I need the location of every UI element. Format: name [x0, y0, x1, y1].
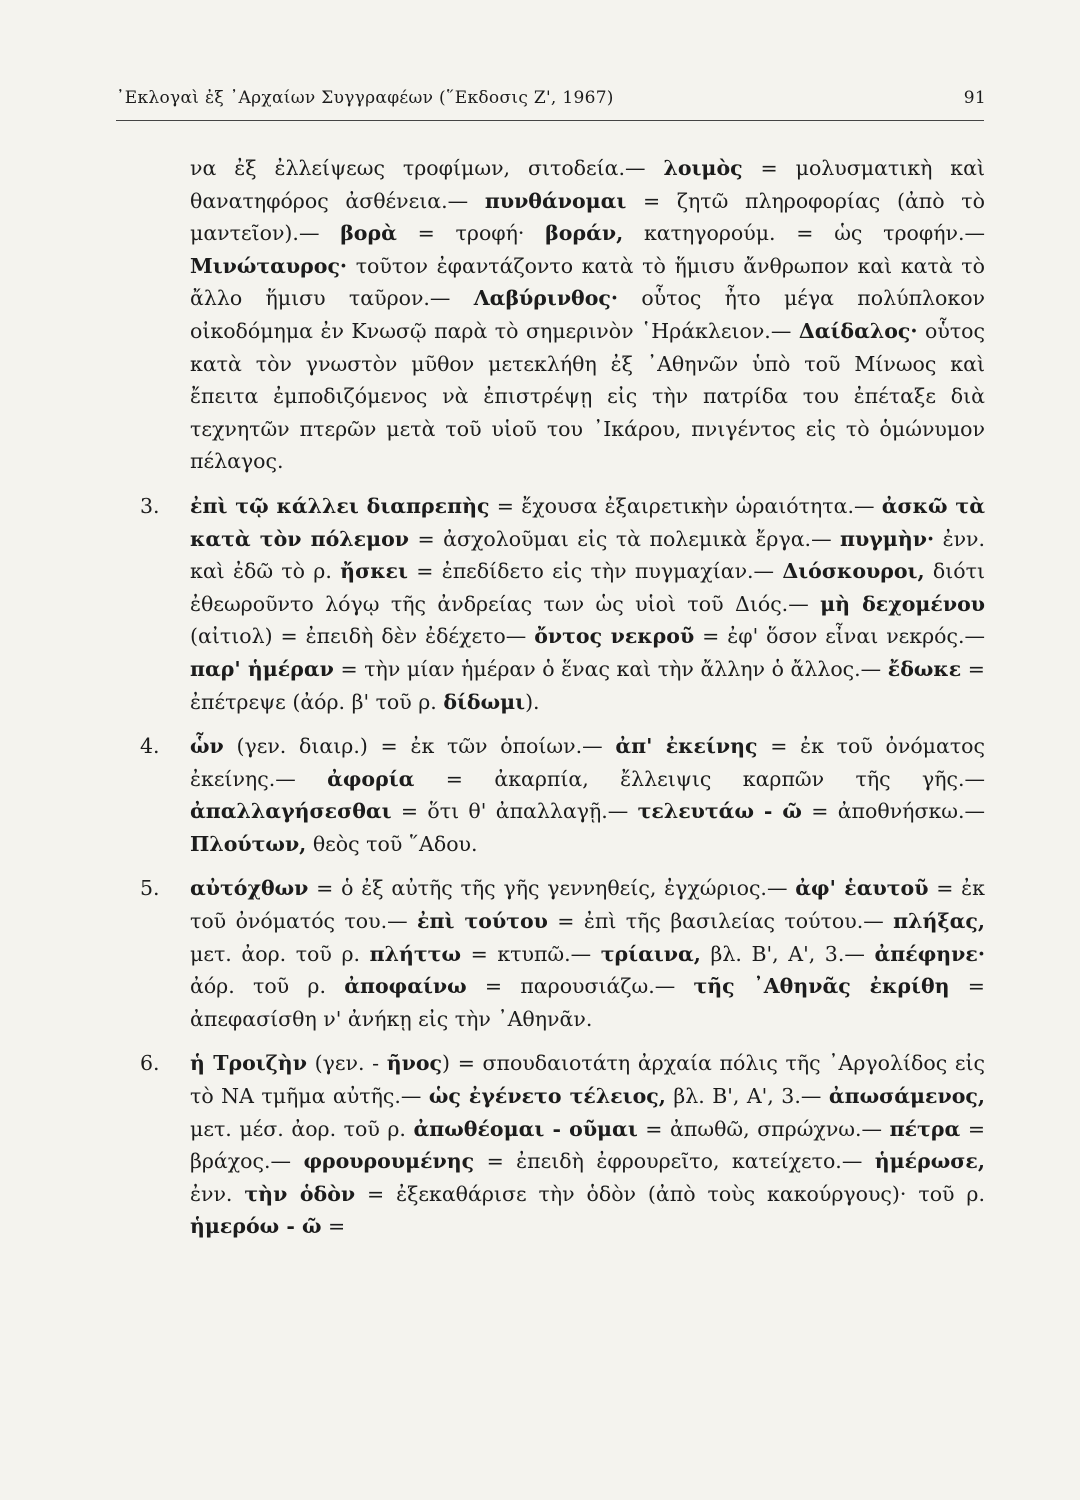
- header-title: ᾿Εκλογαὶ ἐξ ᾿Αρχαίων Συγγραφέων (῞Εκδοσις Ζ', 1967): [116, 88, 614, 108]
- entry-text: ὧν (γεν. διαιρ.) = ἐκ τῶν ὁποίων.— ἀπ' ἐκείνης = ἐκ τοῦ ὀνόματος ἐκείνης.— ἀφορία = ἀκαρπία, ἔλλειψις καρπῶν τῆς γῆς.— ἀπαλλαγήσεσθαι = ὅτι θ' ἀπαλλαγῇ.— τελευτάω - ῶ = ἀποθνήσκω.— Πλούτων, θεὸς τοῦ ῞Αδου.: [190, 734, 985, 856]
- running-header: [116, 88, 986, 108]
- entry-text: ἡ Τροιζὴν (γεν. - ῆνος) = σπουδαιοτάτη ἀρχαία πόλις τῆς ᾿Αργολίδος εἰς τὸ ΝΑ τμῆμα αὐτῆς.— ὡς ἐγένετο τέλειος, βλ. Β', Α', 3.— ἀπωσάμενος, μετ. μέσ. ἀορ. τοῦ ρ. ἀπωθέομαι - οῦμαι = ἀπωθῶ, σπρώχνω.— πέτρα = βράχος.— φρουρουμένης = ἐπειδὴ ἐφρουρεῖτο, κατείχετο.— ἡμέρωσε, ἐνν. τὴν ὁδὸν = ἐξεκαθάρισε τὴν ὁδὸν (ἀπὸ τοὺς κακούργους)· τοῦ ρ. ἡμερόω - ῶ =: [190, 1051, 986, 1239]
- entry-text: ἐπὶ τῷ κάλλει διαπρεπὴς = ἔχουσα ἐξαιρετικὴν ὡραιότητα.— ἀσκῶ τὰ κατὰ τὸν πόλεμον = ἀσχολοῦμαι εἰς τὰ πολεμικὰ ἔργα.— πυγμὴν· ἐνν. καὶ ἐδῶ τὸ ρ. ἤσκει = ἐπεδίδετο εἰς τὴν πυγμαχίαν.— Διόσκουροι, διότι ἐθεωροῦντο λόγῳ τῆς ἀνδρείας των ὡς υἱοὶ τοῦ Διός.— μὴ δεχομένου (αἰτιολ) = ἐπειδὴ δὲν ἐδέχετο— ὄντος νεκροῦ = ἐφ' ὅσον εἶναι νεκρός.— παρ' ἡμέραν = τὴν μίαν ἡμέραν ὁ ἕνας καὶ τὴν ἄλλην ὁ ἄλλος.— ἔδωκε = ἐπέτρεψε (ἀόρ. β' τοῦ ρ. δίδωμι).: [190, 493, 986, 714]
- commentary-body: [140, 152, 985, 1243]
- intro-paragraph: να ἐξ ἐλλείψεως τροφίμων, σιτοδεία.— λοιμὸς = μολυσματικὴ καὶ θανατηφόρος ἀσθένεια.— πυνθάνομαι = ζητῶ πληροφορίας (ἀπὸ τὸ μαντεῖον).— βορὰ = τροφή· βοράν, κατηγορούμ. = ὡς τροφήν.— Μινώταυρος· τοῦτον ἐφαντάζοντο κατὰ τὸ ἥμισυ ἄνθρωπον καὶ κατὰ τὸ ἄλλο ἥμισυ ταῦρον.— Λαβύρινθος· οὗτος ἦτο μέγα πολύπλοκον οἰκοδόμημα ἐν Κνωσῷ παρὰ τὸ σημερινὸν ῾Ηράκλειον.— Δαίδαλος· οὗτος κατὰ τὸν γνωστὸν μῦθον μετεκλήθη ἐξ ᾿Αθηνῶν ὑπὸ τοῦ Μίνωος καὶ ἔπειτα ἐμποδιζόμενος νὰ ἐπιστρέψῃ εἰς τὴν πατρίδα του ἐπέταξε διὰ τεχνητῶν πτερῶν μετὰ τοῦ υἱοῦ του ᾿Ικάρου, πνιγέντος εἰς τὸ ὁμώνυμον πέλαγος.: [190, 156, 985, 474]
- entry-3: [140, 490, 985, 718]
- entry-6: [140, 1047, 985, 1243]
- entry-number: 5.: [140, 876, 160, 901]
- page-number: 91: [963, 88, 986, 108]
- header-rule: [116, 120, 984, 121]
- entry-5: [140, 872, 985, 1035]
- entry-4: [140, 730, 985, 860]
- entry-number: 6.: [140, 1051, 160, 1076]
- entry-text: αὐτόχθων = ὁ ἐξ αὐτῆς τῆς γῆς γεννηθείς, ἐγχώριος.— ἀφ' ἑαυτοῦ = ἐκ τοῦ ὀνόματός του.— ἐπὶ τούτου = ἐπὶ τῆς βασιλείας τούτου.— πλήξας, μετ. ἀορ. τοῦ ρ. πλήττω = κτυπῶ.— τρίαινα, βλ. Β', Α', 3.— ἀπέφηνε· ἀόρ. τοῦ ρ. ἀποφαίνω = παρουσιάζω.— τῆς ᾿Αθηνᾶς ἐκρίθη = ἀπεφασίσθη ν' ἀνήκῃ εἰς τὴν ᾿Αθηνᾶν.: [190, 876, 985, 1031]
- entry-number: 3.: [140, 493, 160, 518]
- entry-number: 4.: [140, 734, 160, 759]
